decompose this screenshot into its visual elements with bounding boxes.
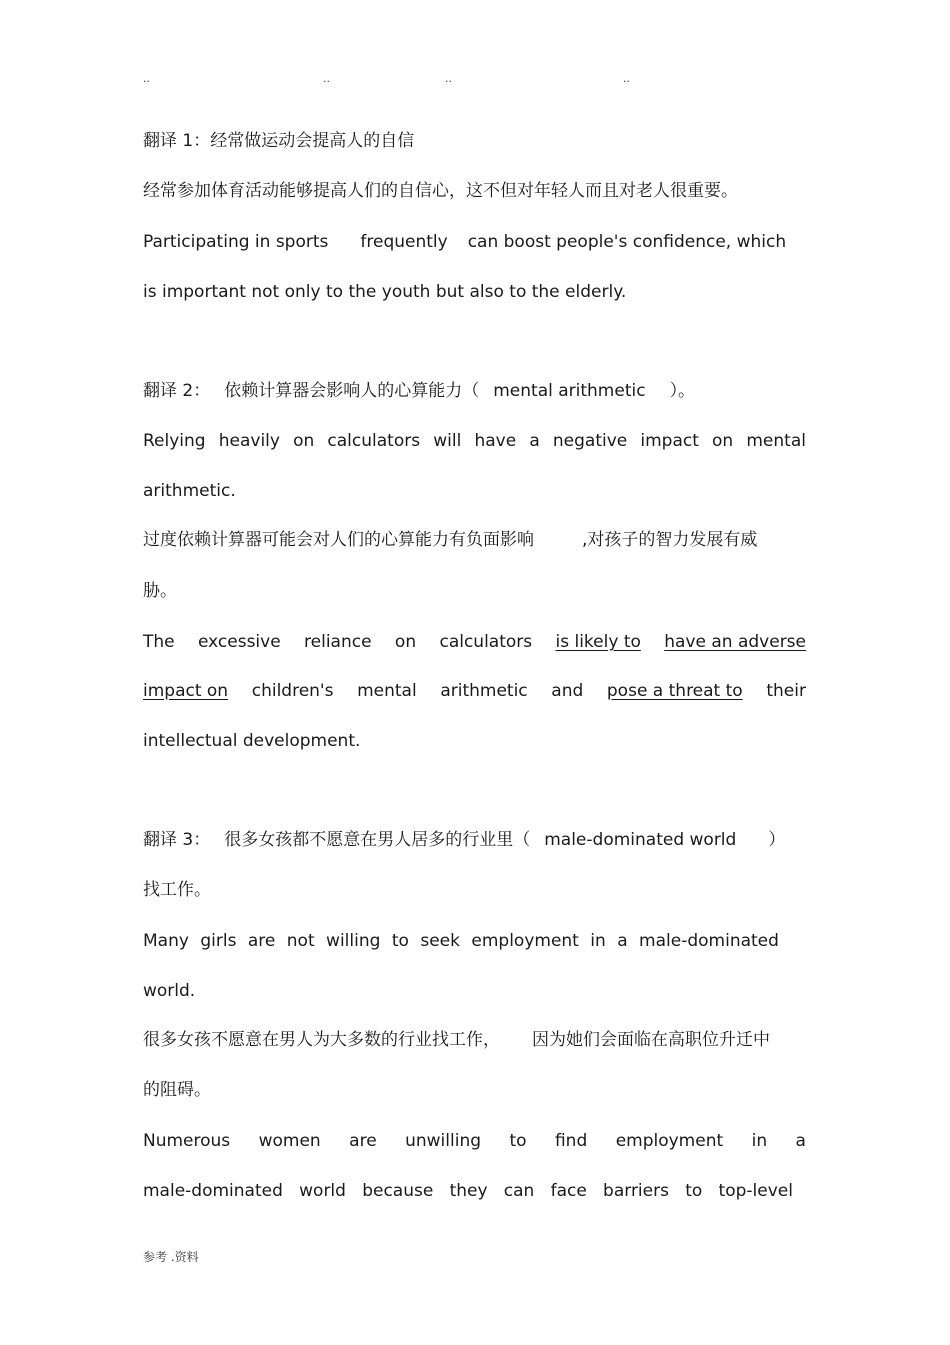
word: employment [615,1131,724,1151]
dot-mark: .. [445,72,452,85]
t2-chinese2-line2: 胁。 [143,581,177,601]
word: are [247,931,276,951]
word: heavily [218,431,280,451]
word: employment [471,931,579,951]
word: negative [552,431,628,451]
dot-mark: .. [323,72,330,85]
underlined-phrase: pose a threat to [606,681,743,701]
t3-english1-line1 [143,930,779,952]
word: The [143,632,175,652]
t3-english1-line2: world. [143,981,196,1001]
word: their [766,681,806,701]
word: they [449,1181,488,1201]
word: children's [251,681,334,701]
word: impact [640,431,699,451]
t2-title [143,380,695,402]
t1-english-line1 [143,231,786,253]
t1-chinese: 经常参加体育活动能够提高人们的自信心，这不但对年轻人而且对老人很重要。 [143,181,738,201]
t2-english1-line2: arithmetic. [143,481,236,501]
t3-english2-line1 [143,1130,806,1152]
word: girls [200,931,237,951]
dot-mark: .. [623,72,630,85]
word: on [293,431,315,451]
word: on [712,431,734,451]
word: willing [326,931,381,951]
word: a [617,931,628,951]
underlined-phrase: is likely to [555,632,641,652]
word: top-level [718,1181,793,1201]
word: to [509,1131,527,1151]
text-span: frequently [360,232,448,252]
text-span: 过度依赖计算器可能会对人们的心算能力有负面影响 [143,530,534,550]
dot-mark: .. [143,72,150,85]
text-span: male-dominated world [544,830,737,850]
word: seek [420,931,460,951]
t2-english1-line1 [143,430,806,452]
t1-title: 翻译 1：经常做运动会提高人的自信 [143,131,415,151]
word: male-dominated [639,931,779,951]
t3-chinese2-line2: 的阻碍。 [143,1080,211,1100]
word: because [362,1181,434,1201]
word: women [258,1131,321,1151]
word: not [286,931,315,951]
word: reliance [304,632,372,652]
word: face [550,1181,587,1201]
text-span: 因为她们会面临在高职位升迁中 [532,1030,770,1050]
underlined-phrase: have an adverse [664,632,806,652]
text-span: 很多女孩都不愿意在男人居多的行业里（ [224,830,531,850]
t3-chinese2 [143,1029,770,1051]
word: mental [746,431,806,451]
word: world [299,1181,346,1201]
word: male-dominated [143,1181,283,1201]
word: calculators [327,431,421,451]
word: on [394,632,417,652]
text-span: ）。 [669,381,696,401]
word: Many [143,931,189,951]
text-span: 依赖计算器会影响人的心算能力（ [224,381,480,401]
word: arithmetic [440,681,528,701]
word: in [590,931,606,951]
word: calculators [439,632,533,652]
word: in [751,1131,768,1151]
word: can [503,1181,535,1201]
t2-english2-line3: intellectual development. [143,731,361,751]
word: to [685,1181,703,1201]
t2-english2-line2 [143,680,806,702]
page-footer: 参考 .资料 [143,1250,199,1264]
word: excessive [197,632,281,652]
word: and [551,681,584,701]
text-span: 很多女孩不愿意在男人为大多数的行业找工作， [143,1030,500,1050]
word: a [795,1131,806,1151]
word: Numerous [143,1131,231,1151]
word: find [554,1131,588,1151]
text-span: 翻译 3： [143,830,211,850]
word: mental [357,681,417,701]
word: have [474,431,517,451]
word: a [529,431,540,451]
t3-title-line2: 找工作。 [143,880,211,900]
t3-english2-line2 [143,1180,793,1202]
text-span: 翻译 2： [143,381,211,401]
text-span: ,对孩子的智力发展有威 [582,530,758,550]
word: to [391,931,409,951]
word: will [433,431,462,451]
word: are [349,1131,377,1151]
t2-english2-line1 [143,631,806,653]
word: Relying [143,431,206,451]
t3-title [143,829,785,851]
t1-english-line2: is important not only to the youth but also to the elderly. [143,282,627,302]
text-span: can boost people's confidence, which [467,232,787,252]
word: barriers [603,1181,669,1201]
text-span: ） [768,830,786,850]
t2-chinese2 [143,529,757,551]
text-span: Participating in sports [143,232,329,252]
text-span: mental arithmetic [493,381,646,401]
underlined-phrase: impact on [143,681,229,701]
word: unwilling [405,1131,482,1151]
